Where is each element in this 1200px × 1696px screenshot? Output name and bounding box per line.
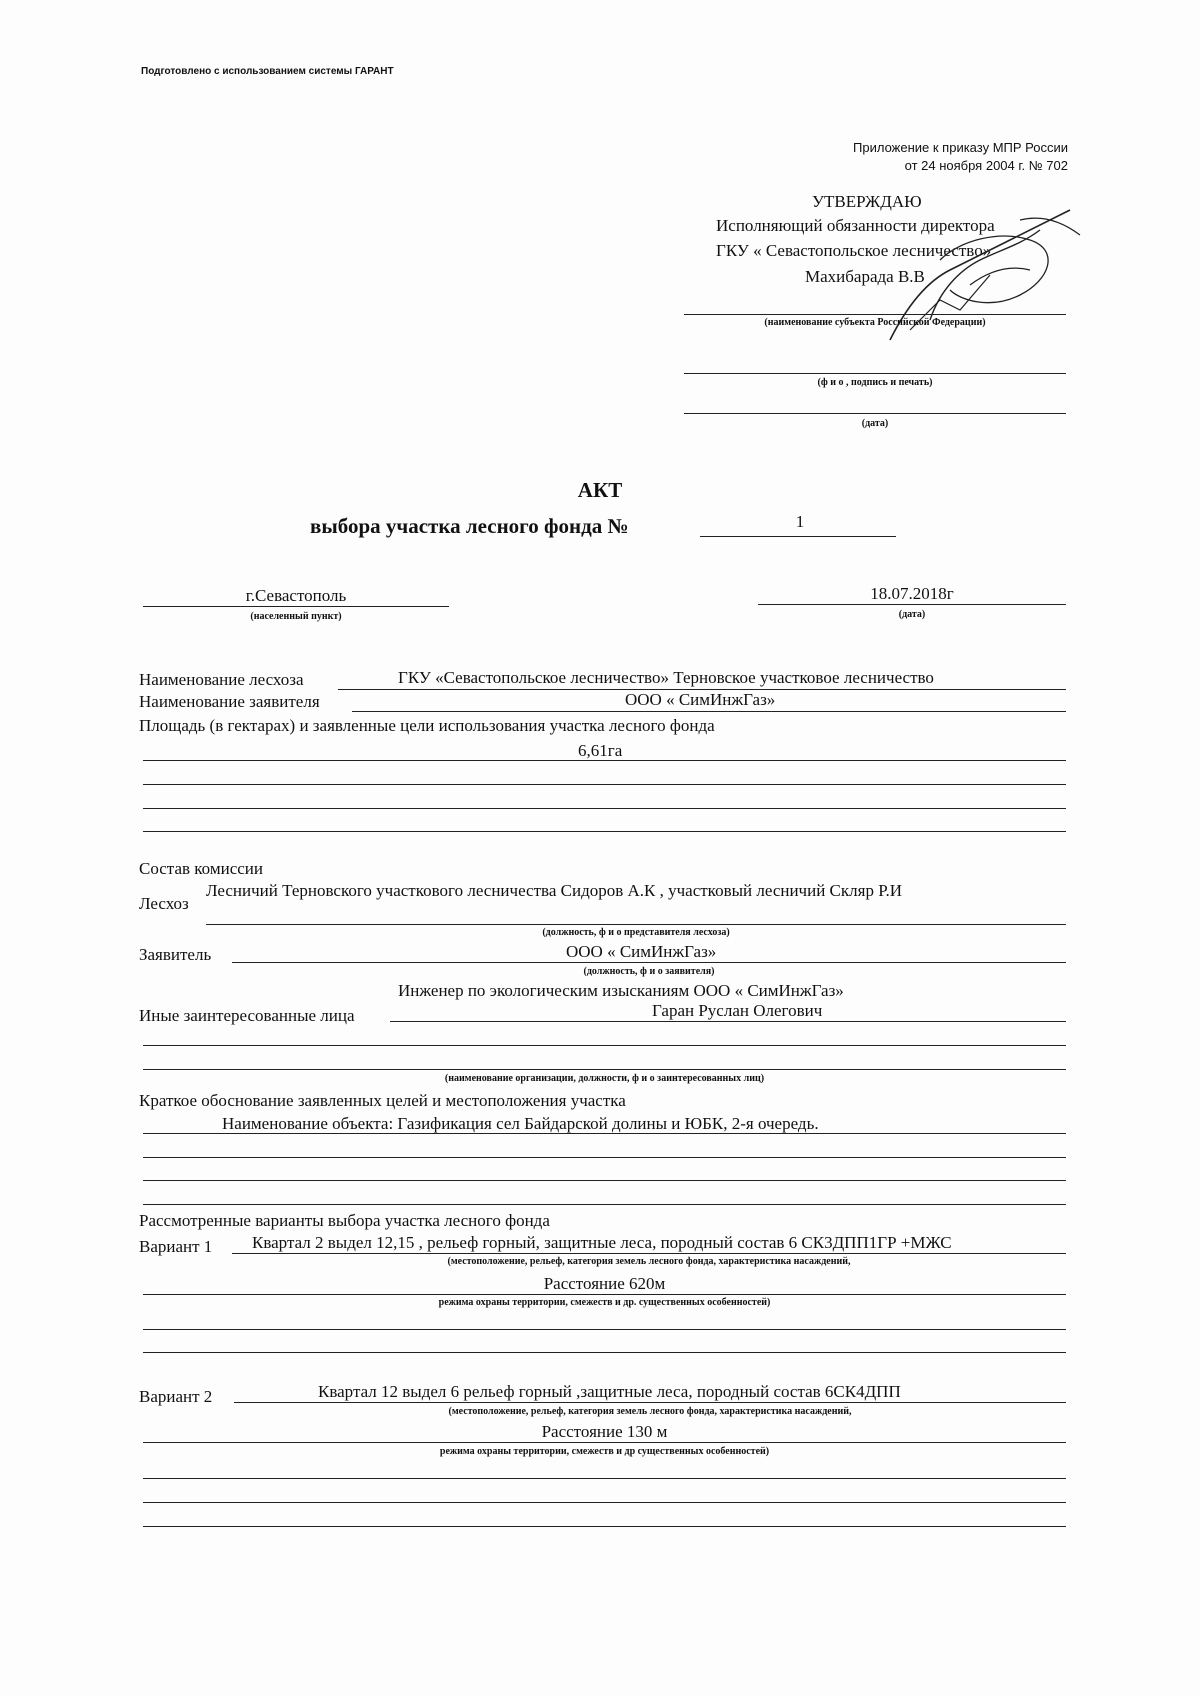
doc-title: АКТ — [577, 478, 623, 502]
applicant-label: Наименование заявителя — [139, 692, 320, 711]
justification-title: Краткое обоснование заявленных целей и местоположения участка — [139, 1091, 626, 1110]
caption-subject: (наименование субъекта Российской Федерации) — [764, 317, 986, 328]
commission-title: Состав комиссии — [139, 859, 263, 878]
date-caption: (дата) — [898, 609, 926, 620]
appendix-line2: от 24 ноября 2004 г. № 702 — [904, 158, 1068, 173]
caption-fio: (ф и о , подпись и печать) — [817, 377, 933, 388]
header-note: Подготовлено с использованием системы ГАРАНТ — [141, 66, 394, 77]
place-caption: (населенный пункт) — [250, 611, 342, 622]
forestry-value: ГКУ «Севастопольское лесничество» Терновское участковое лесничество — [398, 668, 934, 687]
variant1-distance: Расстояние 620м — [543, 1274, 666, 1293]
variants-title: Рассмотренные варианты выбора участка лесного фонда — [139, 1211, 550, 1230]
doc-subtitle: выбора участка лесного фонда № — [310, 514, 629, 538]
applicant-caption: (должность, ф и о заявителя) — [583, 966, 715, 977]
others-line1: Инженер по экологическим изысканиям ООО « СимИнжГаз» — [398, 981, 844, 1000]
variant1-value: Квартал 2 выдел 12,15 , рельеф горный, защитные леса, породный состав 6 СК3ДПП1ГР +МЖС — [252, 1233, 952, 1252]
variant2-distance: Расстояние 130 м — [541, 1422, 668, 1441]
variant1-caption2: режима охраны территории, смежеств и др. существенных особенностей) — [438, 1297, 771, 1308]
approval-line3: Махибарада В.В — [805, 267, 925, 286]
date-value: 18.07.2018г — [870, 584, 954, 603]
justification-value: Наименование объекта: Газификация сел Байдарской долины и ЮБК, 2-я очередь. — [222, 1114, 819, 1133]
commission-applicant-label: Заявитель — [139, 945, 212, 964]
leshoz-caption: (должность, ф и о представителя лесхоза) — [542, 927, 730, 938]
others-value: Гаран Руслан Олегович — [652, 1001, 823, 1020]
area-label: Площадь (в гектарах) и заявленные цели использования участка лесного фонда — [139, 716, 715, 735]
forestry-label: Наименование лесхоза — [139, 670, 304, 689]
approval-line1: Исполняющий обязанности директора — [716, 216, 995, 235]
variant2-caption1: (местоположение, рельеф, категория земель лесного фонда, характеристика насаждений, — [448, 1406, 852, 1417]
variant1-label: Вариант 1 — [139, 1237, 213, 1256]
commission-applicant-value: ООО « СимИнжГаз» — [566, 942, 717, 961]
area-value: 6,61га — [578, 741, 623, 760]
appendix-line1: Приложение к приказу МПР России — [853, 140, 1068, 155]
variant2-label: Вариант 2 — [139, 1387, 213, 1406]
place-value: г.Севастополь — [245, 586, 347, 605]
leshoz-label: Лесхоз — [139, 894, 189, 913]
approval-line2: ГКУ « Севастопольское лесничество» — [716, 241, 992, 260]
variant2-value: Квартал 12 выдел 6 рельеф горный ,защитные леса, породный состав 6СК4ДПП — [318, 1382, 901, 1401]
others-caption: (наименование организации, должности, ф и о заинтересованных лиц) — [444, 1073, 765, 1084]
approval-title: УТВЕРЖДАЮ — [812, 192, 922, 211]
act-number: 1 — [795, 512, 805, 531]
applicant-value: ООО « СимИнжГаз» — [625, 690, 776, 709]
variant1-caption1: (местоположение, рельеф, категория земель лесного фонда, характеристика насаждений, — [447, 1256, 851, 1267]
caption-date: (дата) — [861, 418, 889, 429]
leshoz-value: Лесничий Терновского участкового лесничества Сидоров А.К , участковый лесничий Скляр Р.И — [206, 881, 903, 900]
variant2-caption2: режима охраны территории, смежеств и др существенных особенностей) — [439, 1446, 770, 1457]
others-label: Иные заинтересованные лица — [139, 1006, 355, 1025]
